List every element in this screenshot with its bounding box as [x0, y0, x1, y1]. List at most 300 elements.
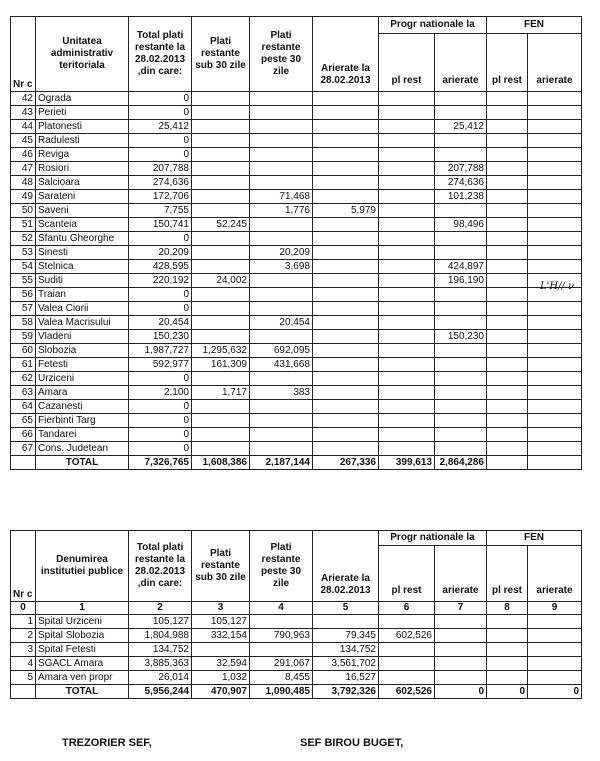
fen-arierate-cell [528, 414, 582, 428]
unit-name-cell: Tandarei [36, 428, 129, 442]
arierate-cell [313, 344, 379, 358]
pn-arierate-cell [435, 134, 487, 148]
fen-rest-cell [487, 414, 528, 428]
table-row [11, 643, 582, 657]
row-number-cell: 42 [11, 92, 36, 106]
total-fen-rest-cell [487, 456, 528, 470]
row-number-cell: 1 [11, 615, 36, 629]
arierate-cell [313, 106, 379, 120]
fen-arierate-cell [528, 232, 582, 246]
arierate-cell: 134,752 [313, 643, 379, 657]
total-pn-arierate-cell: 2,864,286 [435, 456, 487, 470]
row-number-cell: 54 [11, 260, 36, 274]
pn-arierate-cell: 274,636 [435, 176, 487, 190]
pn-arierate-cell [435, 344, 487, 358]
unit-name-cell: Fierbinti Targ [36, 414, 129, 428]
pn-arierate-cell [435, 302, 487, 316]
row-number-cell: 46 [11, 148, 36, 162]
arierate-cell: 3,561,702 [313, 657, 379, 671]
arierate-cell [313, 442, 379, 456]
total-fen-arierate-cell [528, 456, 582, 470]
arierate-cell [313, 274, 379, 288]
pn-rest-cell [379, 148, 435, 162]
unit-name-cell: SGACL Amara [36, 657, 129, 671]
fen-rest-cell [487, 106, 528, 120]
table-row [11, 288, 582, 302]
footer-treasurer-label: TREZORIER SEF, [62, 737, 152, 749]
arierate-cell [313, 246, 379, 260]
col-pn-arierate-header: arierate [435, 34, 487, 92]
peste30-cell [250, 428, 313, 442]
row-number-cell: 49 [11, 190, 36, 204]
sub30-cell [192, 442, 250, 456]
sub30-cell [192, 190, 250, 204]
sub30-cell [192, 204, 250, 218]
fen-arierate-cell [528, 386, 582, 400]
pn-rest-cell [379, 302, 435, 316]
total-total-cell: 5,956,244 [129, 685, 192, 699]
fen-arierate-cell [528, 671, 582, 685]
total-row-blank-cell [11, 456, 36, 470]
arierate-cell [313, 302, 379, 316]
row-number-cell: 53 [11, 246, 36, 260]
peste30-cell [250, 372, 313, 386]
column-index-cell: 9 [528, 602, 582, 615]
total-cell: 0 [129, 288, 192, 302]
fen-arierate-cell [528, 615, 582, 629]
pn-rest-cell [379, 400, 435, 414]
total-peste30-cell: 1,090,485 [250, 685, 313, 699]
pn-arierate-cell [435, 414, 487, 428]
total-cell: 3,885,363 [129, 657, 192, 671]
table-row [11, 148, 582, 162]
col-fen-arierate-header: arierate [528, 546, 582, 602]
unit-name-cell: Amara [36, 386, 129, 400]
pn-arierate-cell [435, 428, 487, 442]
pn-rest-cell [379, 643, 435, 657]
unit-name-cell: Ograda [36, 92, 129, 106]
arierate-cell: 79,345 [313, 629, 379, 643]
row-number-cell: 64 [11, 400, 36, 414]
fen-arierate-cell [528, 92, 582, 106]
pn-rest-cell [379, 358, 435, 372]
row-number-cell: 5 [11, 671, 36, 685]
pn-rest-cell [379, 190, 435, 204]
total-label-cell: TOTAL [36, 685, 129, 699]
fen-rest-cell [487, 120, 528, 134]
sub30-cell [192, 134, 250, 148]
arierate-cell [313, 148, 379, 162]
sub30-cell [192, 372, 250, 386]
row-number-cell: 57 [11, 302, 36, 316]
arierate-cell [313, 260, 379, 274]
arierate-cell [313, 288, 379, 302]
fen-rest-cell [487, 218, 528, 232]
col-progr-header: Progr nationale la [379, 17, 487, 34]
sub30-cell [192, 260, 250, 274]
total-cell: 20,209 [129, 246, 192, 260]
total-cell: 0 [129, 400, 192, 414]
fen-rest-cell [487, 176, 528, 190]
row-number-cell: 63 [11, 386, 36, 400]
arierate-cell [313, 218, 379, 232]
total-cell: 150,230 [129, 330, 192, 344]
unit-name-cell: Radulesti [36, 134, 129, 148]
fen-rest-cell [487, 134, 528, 148]
sub30-cell [192, 232, 250, 246]
peste30-cell: 291,067 [250, 657, 313, 671]
peste30-cell: 383 [250, 386, 313, 400]
sub30-cell [192, 288, 250, 302]
fen-rest-cell [487, 288, 528, 302]
total-pn-rest-cell: 399,613 [379, 456, 435, 470]
col-sub30-header: Plati restante sub 30 zile [192, 17, 250, 92]
table-row [11, 190, 582, 204]
pn-arierate-cell [435, 372, 487, 386]
fen-arierate-cell [528, 344, 582, 358]
pn-rest-cell [379, 344, 435, 358]
fen-arierate-cell [528, 190, 582, 204]
total-cell: 2,100 [129, 386, 192, 400]
table-row [11, 442, 582, 456]
row-number-cell: 67 [11, 442, 36, 456]
sub30-cell [192, 120, 250, 134]
total-cell: 592,977 [129, 358, 192, 372]
fen-rest-cell [487, 358, 528, 372]
row-number-cell: 2 [11, 629, 36, 643]
fen-rest-cell [487, 629, 528, 643]
sub30-cell [192, 106, 250, 120]
fen-arierate-cell [528, 629, 582, 643]
total-row [11, 456, 582, 470]
peste30-cell [250, 302, 313, 316]
sub30-cell: 24,002 [192, 274, 250, 288]
pn-arierate-cell [435, 657, 487, 671]
fen-rest-cell [487, 671, 528, 685]
total-cell: 0 [129, 148, 192, 162]
unit-name-cell: Salcioara [36, 176, 129, 190]
table-row [11, 386, 582, 400]
pn-rest-cell [379, 657, 435, 671]
peste30-cell: 20,454 [250, 316, 313, 330]
total-arierate-cell: 267,336 [313, 456, 379, 470]
pn-arierate-cell [435, 358, 487, 372]
col-fen-rest-header: pl rest [487, 546, 528, 602]
sub30-cell: 1,717 [192, 386, 250, 400]
table-row [11, 106, 582, 120]
row-number-cell: 52 [11, 232, 36, 246]
sub30-cell [192, 414, 250, 428]
fen-rest-cell [487, 330, 528, 344]
peste30-cell: 790,963 [250, 629, 313, 643]
row-number-cell: 61 [11, 358, 36, 372]
unit-name-cell: Valea Ciorii [36, 302, 129, 316]
column-index-cell: 6 [379, 602, 435, 615]
sub30-cell [192, 330, 250, 344]
table-row [11, 246, 582, 260]
unit-name-cell: Fetesti [36, 358, 129, 372]
row-number-cell: 66 [11, 428, 36, 442]
fen-arierate-cell [528, 176, 582, 190]
row-number-cell: 56 [11, 288, 36, 302]
pn-arierate-cell [435, 629, 487, 643]
peste30-cell [250, 274, 313, 288]
col-sub30-header: Plati restante sub 30 zile [192, 531, 250, 602]
table-row [11, 316, 582, 330]
unit-name-cell: Spital Fetesti [36, 643, 129, 657]
peste30-cell: 1,776 [250, 204, 313, 218]
table-row [11, 120, 582, 134]
unit-name-cell: Saveni [36, 204, 129, 218]
peste30-cell: 8,455 [250, 671, 313, 685]
fen-rest-cell [487, 148, 528, 162]
total-cell: 220,192 [129, 274, 192, 288]
arierate-cell [313, 372, 379, 386]
table-row [11, 302, 582, 316]
fen-arierate-cell [528, 106, 582, 120]
total-cell: 428,595 [129, 260, 192, 274]
pn-arierate-cell [435, 643, 487, 657]
peste30-cell [250, 176, 313, 190]
table-row [11, 330, 582, 344]
table-row [11, 657, 582, 671]
arierate-cell [313, 330, 379, 344]
total-cell: 274,636 [129, 176, 192, 190]
unit-name-cell: Spital Urziceni [36, 615, 129, 629]
peste30-cell [250, 92, 313, 106]
row-number-cell: 65 [11, 414, 36, 428]
arierate-cell [313, 162, 379, 176]
arierate-cell [313, 316, 379, 330]
peste30-cell [250, 218, 313, 232]
col-peste30-header: Plati restante peste 30 zile [250, 17, 313, 92]
pn-arierate-cell [435, 246, 487, 260]
col-unit-header: Unitatea administrativ teritoriala [36, 17, 129, 92]
total-cell: 105,127 [129, 615, 192, 629]
fen-arierate-cell [528, 134, 582, 148]
table-row [11, 400, 582, 414]
pn-rest-cell [379, 615, 435, 629]
total-sub30-cell: 1,608,386 [192, 456, 250, 470]
fen-rest-cell [487, 643, 528, 657]
pn-arierate-cell [435, 204, 487, 218]
total-cell: 0 [129, 414, 192, 428]
pn-rest-cell [379, 671, 435, 685]
arierate-cell [313, 615, 379, 629]
row-number-cell: 44 [11, 120, 36, 134]
col-total-header: Total plati restante la 28.02.2013 ,din care: [129, 17, 192, 92]
total-pn-rest-cell: 602,526 [379, 685, 435, 699]
footer-budget-head-label: SEF BIROU BUGET, [300, 737, 404, 749]
table-row [11, 274, 582, 288]
total-cell: 172,706 [129, 190, 192, 204]
peste30-cell: 3,698 [250, 260, 313, 274]
row-number-cell: 51 [11, 218, 36, 232]
unit-name-cell: Stelnica [36, 260, 129, 274]
total-cell: 20,454 [129, 316, 192, 330]
peste30-cell [250, 643, 313, 657]
table-row [11, 162, 582, 176]
sub30-cell [192, 428, 250, 442]
total-cell: 207,788 [129, 162, 192, 176]
unit-name-cell: Amara ven propr [36, 671, 129, 685]
column-index-cell: 0 [11, 602, 36, 615]
total-arierate-cell: 3,792,326 [313, 685, 379, 699]
column-index-cell: 7 [435, 602, 487, 615]
arierate-cell [313, 386, 379, 400]
arierate-cell [313, 414, 379, 428]
row-number-cell: 58 [11, 316, 36, 330]
total-cell: 0 [129, 428, 192, 442]
column-index-cell: 5 [313, 602, 379, 615]
fen-rest-cell [487, 344, 528, 358]
pn-rest-cell [379, 92, 435, 106]
pn-arierate-cell: 150,230 [435, 330, 487, 344]
col-progr-header: Progr nationale la [379, 531, 487, 546]
col-pn-arierate-header: arierate [435, 546, 487, 602]
peste30-cell [250, 106, 313, 120]
peste30-cell [250, 134, 313, 148]
sub30-cell: 52,245 [192, 218, 250, 232]
pn-arierate-cell [435, 148, 487, 162]
total-peste30-cell: 2,187,144 [250, 456, 313, 470]
table-row [11, 134, 582, 148]
col-fen-header: FEN [487, 531, 582, 546]
fen-arierate-cell [528, 330, 582, 344]
unit-name-cell: Suditi [36, 274, 129, 288]
pn-arierate-cell: 196,190 [435, 274, 487, 288]
col-total-header: Total plati restante la 28.02.2013 ,din care: [129, 531, 192, 602]
col-fen-arierate-header: arierate [528, 34, 582, 92]
peste30-cell: 71,468 [250, 190, 313, 204]
fen-rest-cell [487, 246, 528, 260]
sub30-cell [192, 176, 250, 190]
col-pn-rest-header: pl rest [379, 546, 435, 602]
peste30-cell [250, 162, 313, 176]
pn-rest-cell [379, 274, 435, 288]
pn-rest-cell [379, 106, 435, 120]
unit-name-cell: Rosiori [36, 162, 129, 176]
fen-arierate-cell [528, 400, 582, 414]
pn-rest-cell [379, 428, 435, 442]
total-cell: 7,755 [129, 204, 192, 218]
arierate-cell [313, 232, 379, 246]
pn-rest-cell [379, 232, 435, 246]
peste30-cell [250, 288, 313, 302]
pn-arierate-cell: 98,496 [435, 218, 487, 232]
unit-name-cell: Perieti [36, 106, 129, 120]
peste30-cell [250, 148, 313, 162]
arierate-cell [313, 92, 379, 106]
fen-rest-cell [487, 386, 528, 400]
col-unit-header: Denumirea institutiei publice [36, 531, 129, 602]
col-arierate-header: Arierate la 28.02.2013 [313, 531, 379, 602]
total-row-blank-cell [11, 685, 36, 699]
pn-rest-cell [379, 134, 435, 148]
total-sub30-cell: 470,907 [192, 685, 250, 699]
arierate-cell: 16,527 [313, 671, 379, 685]
arierate-cell [313, 120, 379, 134]
row-number-cell: 50 [11, 204, 36, 218]
total-cell: 150,741 [129, 218, 192, 232]
fen-arierate-cell [528, 428, 582, 442]
total-cell: 25,412 [129, 120, 192, 134]
peste30-cell [250, 615, 313, 629]
col-fen-header: FEN [487, 17, 582, 34]
total-row [11, 685, 582, 699]
table-row [11, 428, 582, 442]
pn-rest-cell [379, 316, 435, 330]
total-cell: 1,804,988 [129, 629, 192, 643]
col-fen-rest-header: pl rest [487, 34, 528, 92]
peste30-cell [250, 232, 313, 246]
row-number-cell: 59 [11, 330, 36, 344]
peste30-cell: 431,668 [250, 358, 313, 372]
fen-rest-cell [487, 372, 528, 386]
row-number-cell: 62 [11, 372, 36, 386]
total-fen-rest-cell: 0 [487, 685, 528, 699]
fen-arierate-cell [528, 316, 582, 330]
pn-rest-cell [379, 162, 435, 176]
arierate-cell: 5,979 [313, 204, 379, 218]
unit-name-cell: Urziceni [36, 372, 129, 386]
fen-arierate-cell [528, 442, 582, 456]
pn-arierate-cell: 101,238 [435, 190, 487, 204]
col-arierate-header: Arierate la 28.02.2013 [313, 17, 379, 92]
pn-arierate-cell: 25,412 [435, 120, 487, 134]
pn-rest-cell [379, 204, 435, 218]
pn-rest-cell [379, 288, 435, 302]
col-nr-header: Nr c [11, 17, 36, 92]
pn-rest-cell: 602,526 [379, 629, 435, 643]
fen-rest-cell [487, 162, 528, 176]
row-number-cell: 48 [11, 176, 36, 190]
pn-arierate-cell: 424,897 [435, 260, 487, 274]
table-row [11, 232, 582, 246]
column-index-cell: 1 [36, 602, 129, 615]
sub30-cell [192, 162, 250, 176]
pn-arierate-cell [435, 232, 487, 246]
sub30-cell [192, 316, 250, 330]
fen-arierate-cell [528, 148, 582, 162]
arierate-cell [313, 134, 379, 148]
pn-rest-cell [379, 372, 435, 386]
fen-rest-cell [487, 400, 528, 414]
fen-rest-cell [487, 274, 528, 288]
fen-rest-cell [487, 92, 528, 106]
row-number-cell: 4 [11, 657, 36, 671]
total-cell: 0 [129, 232, 192, 246]
fen-arierate-cell [528, 246, 582, 260]
sub30-cell: 105,127 [192, 615, 250, 629]
column-index-cell: 8 [487, 602, 528, 615]
pn-rest-cell [379, 260, 435, 274]
column-index-cell: 4 [250, 602, 313, 615]
sub30-cell [192, 302, 250, 316]
pn-rest-cell [379, 246, 435, 260]
table-row [11, 344, 582, 358]
table-row [11, 615, 582, 629]
pn-rest-cell [379, 330, 435, 344]
arrears-table-territorial [10, 16, 582, 470]
pn-arierate-cell [435, 400, 487, 414]
pn-arierate-cell [435, 386, 487, 400]
fen-arierate-cell [528, 162, 582, 176]
fen-arierate-cell [528, 372, 582, 386]
row-number-cell: 45 [11, 134, 36, 148]
total-cell: 0 [129, 302, 192, 316]
table-row [11, 218, 582, 232]
